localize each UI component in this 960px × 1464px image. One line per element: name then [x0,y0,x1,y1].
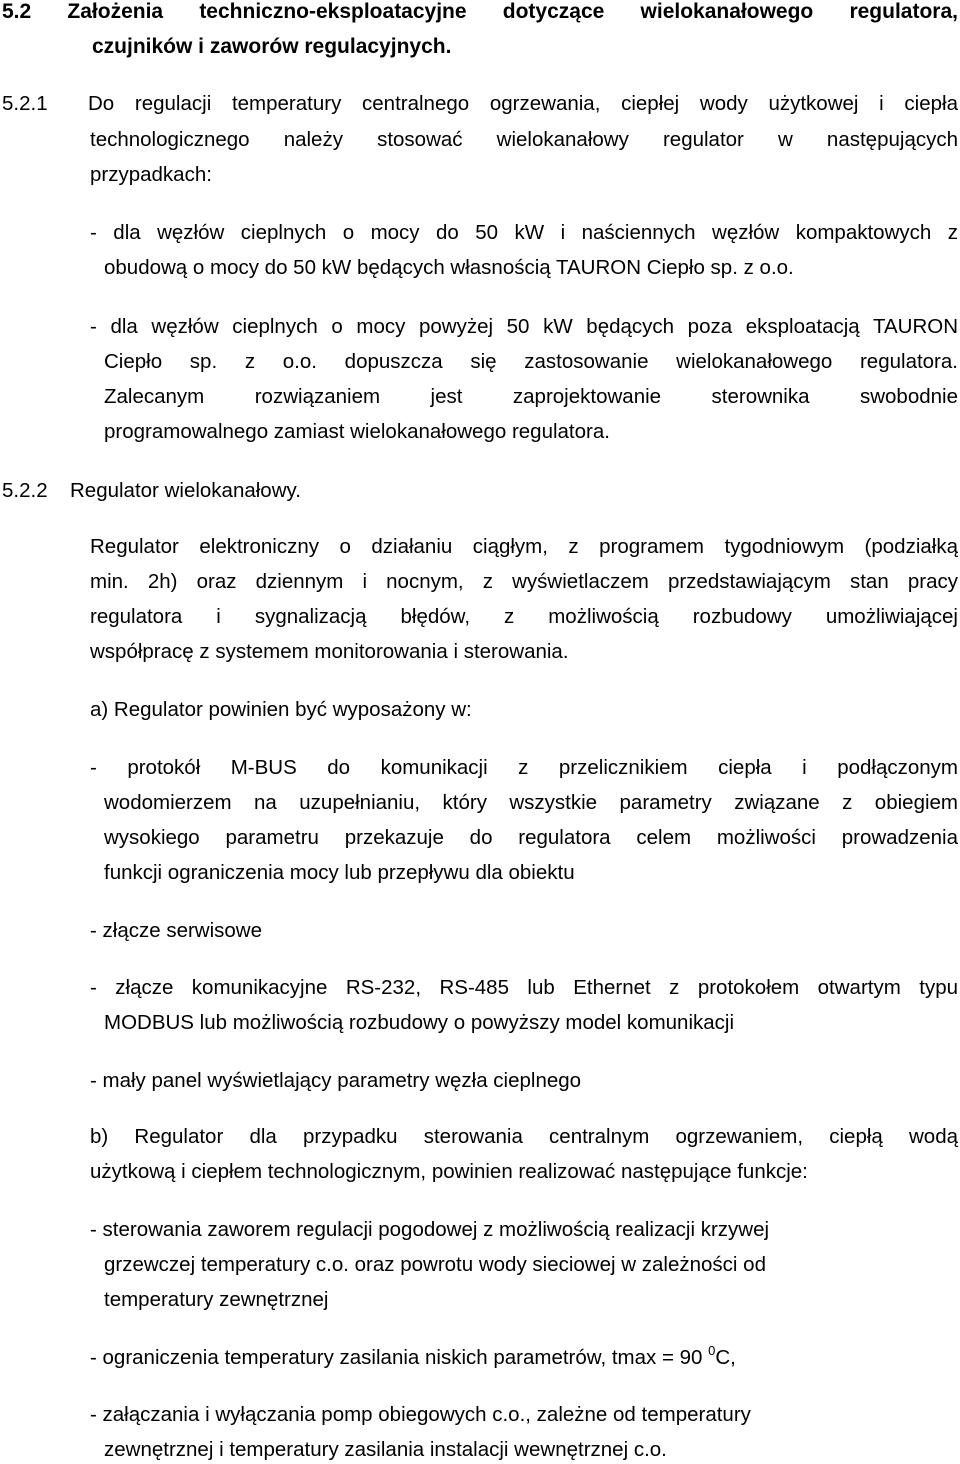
list-item-line: Ciepło sp. z o.o. dopuszcza się zastosowanie wielokanałowego regulatora. [104,350,958,373]
list-item-line: - dla węzłów cieplnych o mocy do 50 kW i naściennych węzłów kompaktowych z [90,221,958,244]
paragraph-line: min. 2h) oraz dziennym i nocnym, z wyświetlaczem przedstawiającym stan pracy [90,570,958,593]
list-item-line: MODBUS lub możliwością rozbudowy o powyższy model komunikacji [104,1011,735,1034]
list-item-line: - złącze komunikacyjne RS-232, RS-485 lub Ethernet z protokołem otwartym typu [90,976,958,999]
list-item-line: - załączania i wyłączania pomp obiegowych c.o., zależne od temperatury [90,1403,751,1426]
section-title-5-2-2: Regulator wielokanałowy. [70,479,301,502]
paragraph-line: Do regulacji temperatury centralnego ogrzewania, ciepłej wody użytkowej i ciepła [88,92,958,115]
list-item-line: Zalecanym rozwiązaniem jest zaprojektowanie sterownika swobodnie [104,385,958,408]
list-a-header: a) Regulator powinien być wyposażony w: [90,698,472,721]
list-item-text: - ograniczenia temperatury zasilania niskich parametrów, tmax = 90 [90,1346,709,1369]
list-item-line: funkcji ograniczenia mocy lub przepływu dla obiektu [104,861,575,884]
superscript-degree: 0 [708,1343,716,1358]
section-heading-5-2-continued: czujników i zaworów regulacyjnych. [92,35,452,58]
paragraph-line: współpracę z systemem monitorowania i sterowania. [90,640,569,663]
list-item-line: obudową o mocy do 50 kW będących własnością TAURON Ciepło sp. z o.o. [104,256,794,279]
paragraph-line: przypadkach: [90,163,212,186]
list-b-header: b) Regulator dla przypadku sterowania centralnym ogrzewaniem, ciepłą wodą [90,1125,958,1148]
paragraph-line: technologicznego należy stosować wielokanałowy regulator w następujących [90,128,958,151]
list-item-text: C, [715,1346,736,1369]
list-b-header: użytkową i ciepłem technologicznym, powinien realizować następujące funkcje: [90,1160,808,1183]
paragraph-line: regulatora i sygnalizacją błędów, z możliwością rozbudowy umożliwiającej [90,605,958,628]
list-item-line: zewnętrznej i temperatury zasilania instalacji wewnętrznej c.o. [104,1438,667,1461]
section-number-5-2-2: 5.2.2 [2,479,48,502]
list-item-line: - złącze serwisowe [90,919,263,942]
list-item-line: - sterowania zaworem regulacji pogodowej z możliwością realizacji krzywej [90,1218,770,1241]
list-item-line: wodomierzem na uzupełnianiu, który wszystkie parametry związane z obiegiem [104,791,958,814]
list-item-line: grzewczej temperatury c.o. oraz powrotu wody sieciowej w zależności od [104,1253,766,1276]
paragraph-line: Regulator elektroniczny o działaniu ciągłym, z programem tygodniowym (podziałką [90,535,958,558]
list-item-line: - mały panel wyświetlający parametry węzła cieplnego [90,1069,582,1092]
list-item-line: - protokół M-BUS do komunikacji z przelicznikiem ciepła i podłączonym [90,756,958,779]
list-item-line: - dla węzłów cieplnych o mocy powyżej 50 kW będących poza eksploatacją TAURON [90,315,958,338]
list-item-line: programowalnego zamiast wielokanałowego regulatora. [104,420,610,443]
list-item-line: temperatury zewnętrznej [104,1288,329,1311]
list-item-line [90,1344,736,1374]
section-number-5-2-1: 5.2.1 [2,92,48,115]
section-heading-5-2: 5.2 Założenia techniczno-eksploatacyjne dotyczące wielokanałowego regulatora, [2,0,958,23]
list-item-line: wysokiego parametru przekazuje do regulatora celem możliwości prowadzenia [104,826,958,849]
